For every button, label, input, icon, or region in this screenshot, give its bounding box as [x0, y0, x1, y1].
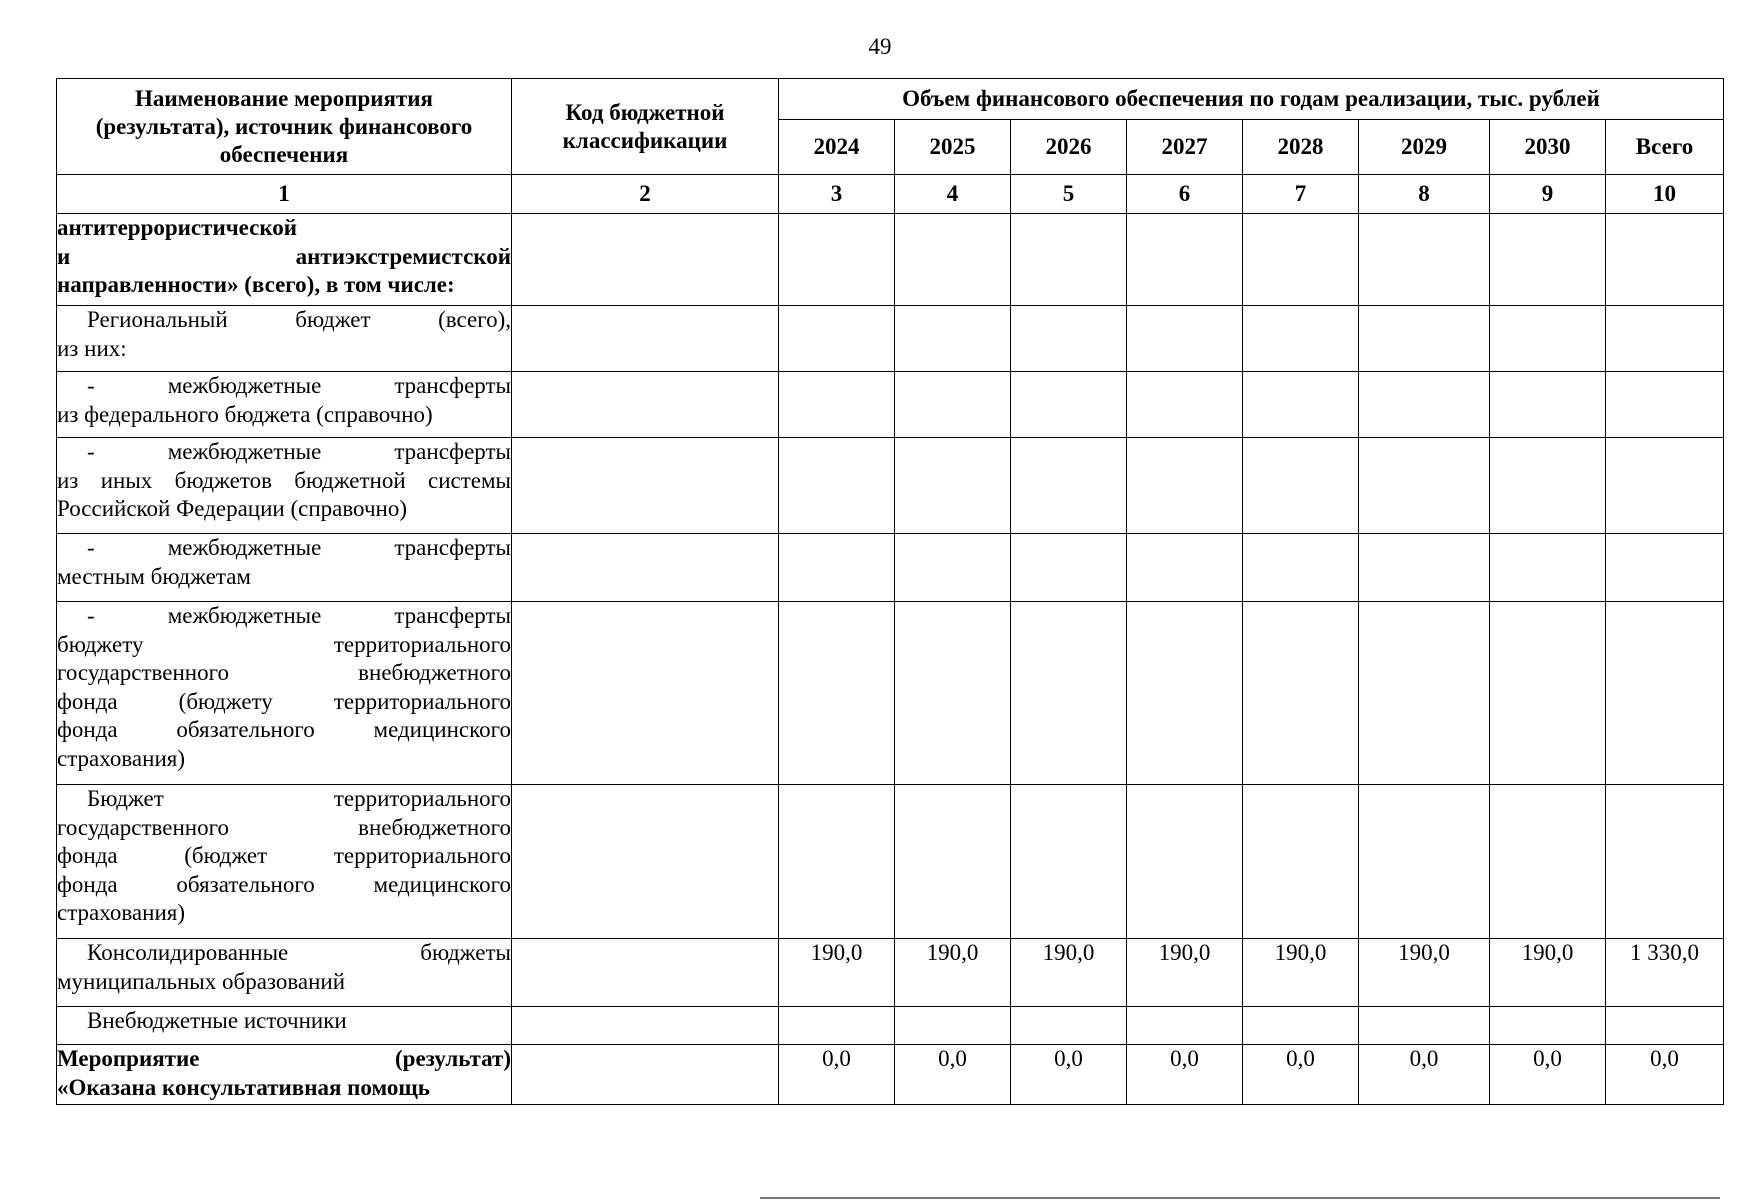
- year-value-cell: [1243, 306, 1359, 372]
- row-name-line: фонда обязательного медицинского: [57, 871, 511, 897]
- row-name-line: местным бюджетам: [57, 563, 251, 589]
- total-value-cell: [1606, 1007, 1724, 1045]
- row-name-line: из федерального бюджета (справочно): [57, 401, 433, 427]
- year-header: 2027: [1127, 120, 1243, 175]
- year-value-cell: [1490, 534, 1606, 602]
- year-value-cell: [1243, 372, 1359, 438]
- row-name-cell: [57, 534, 512, 602]
- year-header: 2025: [895, 120, 1011, 175]
- year-value-cell: 0,0: [1011, 1045, 1127, 1105]
- row-name-line: - межбюджетные трансферты: [87, 373, 511, 398]
- year-value-cell: [895, 1007, 1011, 1045]
- year-value-cell: [1243, 214, 1359, 306]
- year-value-cell: 0,0: [1359, 1045, 1490, 1105]
- row-name-line: антитеррористической: [57, 215, 298, 240]
- total-header: Всего: [1606, 120, 1724, 175]
- year-value-cell: 0,0: [779, 1045, 895, 1105]
- header-volume-cell: Объем финансового обеспечения по годам реализации, тыс. рублей: [779, 79, 1724, 120]
- column-number: 10: [1606, 175, 1724, 214]
- year-value-cell: [779, 214, 895, 306]
- year-value-cell: [1011, 602, 1127, 785]
- row-name-line: Региональный бюджет (всего),: [87, 307, 511, 332]
- column-number: 3: [779, 175, 895, 214]
- row-name-line: Консолидированные бюджеты: [87, 940, 511, 965]
- year-value-cell: [1011, 534, 1127, 602]
- year-value-cell: [1490, 372, 1606, 438]
- total-value-cell: [1606, 306, 1724, 372]
- year-value-cell: [1359, 214, 1490, 306]
- year-value-cell: [895, 785, 1011, 939]
- year-value-cell: 0,0: [895, 1045, 1011, 1105]
- row-name-line: Российской Федерации (справочно): [57, 496, 407, 521]
- row-name-line: государственного внебюджетного: [57, 814, 511, 840]
- total-value-cell: [1606, 438, 1724, 534]
- row-name-cell: [57, 1007, 512, 1045]
- year-value-cell: 190,0: [1490, 939, 1606, 1007]
- year-value-cell: [1490, 438, 1606, 534]
- row-name-cell: [57, 939, 512, 1007]
- year-value-cell: 0,0: [1127, 1045, 1243, 1105]
- row-name-line: - межбюджетные трансферты: [87, 603, 511, 628]
- column-number: 4: [895, 175, 1011, 214]
- year-value-cell: [1243, 534, 1359, 602]
- row-code-cell: [512, 438, 779, 534]
- year-value-cell: [779, 438, 895, 534]
- year-value-cell: [779, 1007, 895, 1045]
- column-number: 9: [1490, 175, 1606, 214]
- row-name-cell: [57, 1045, 512, 1105]
- year-value-cell: [1127, 602, 1243, 785]
- year-value-cell: [1127, 785, 1243, 939]
- year-header: 2030: [1490, 120, 1606, 175]
- row-name-line: «Оказана консультативная помощь: [57, 1074, 430, 1100]
- table-row: [57, 1007, 1724, 1045]
- total-value-cell: [1606, 602, 1724, 785]
- row-name-line: из иных бюджетов бюджетной системы: [57, 467, 511, 493]
- year-value-cell: [779, 785, 895, 939]
- row-name-line: Бюджет территориального: [87, 786, 511, 811]
- row-name-line: Внебюджетные источники: [87, 1008, 347, 1033]
- column-number: 6: [1127, 175, 1243, 214]
- year-value-cell: 190,0: [779, 939, 895, 1007]
- row-name-line: из них:: [57, 335, 127, 361]
- year-value-cell: 0,0: [1243, 1045, 1359, 1105]
- year-value-cell: [895, 534, 1011, 602]
- year-value-cell: [895, 602, 1011, 785]
- year-value-cell: [1011, 372, 1127, 438]
- year-value-cell: [779, 534, 895, 602]
- year-value-cell: [1243, 602, 1359, 785]
- row-name-line: государственного внебюджетного: [57, 660, 511, 685]
- total-value-cell: [1606, 214, 1724, 306]
- year-value-cell: [1243, 1007, 1359, 1045]
- row-code-cell: [512, 939, 779, 1007]
- year-header: 2024: [779, 120, 895, 175]
- header-row: [57, 79, 1724, 120]
- row-name-line: - межбюджетные трансферты: [87, 535, 511, 560]
- row-name-line: фонда обязательного медицинского: [57, 717, 511, 742]
- year-value-cell: [895, 372, 1011, 438]
- row-name-cell: [57, 306, 512, 372]
- row-code-cell: [512, 214, 779, 306]
- column-number: 2: [512, 175, 779, 214]
- table-row: [57, 1045, 1724, 1105]
- year-value-cell: [779, 372, 895, 438]
- row-code-cell: [512, 306, 779, 372]
- year-value-cell: [1490, 602, 1606, 785]
- row-name-line: направленности» (всего), в том числе:: [57, 272, 455, 297]
- year-value-cell: [1243, 785, 1359, 939]
- total-value-cell: [1606, 785, 1724, 939]
- year-value-cell: [1011, 785, 1127, 939]
- year-value-cell: [1127, 214, 1243, 306]
- year-value-cell: 190,0: [1359, 939, 1490, 1007]
- year-value-cell: [1359, 372, 1490, 438]
- year-header: 2029: [1359, 120, 1490, 175]
- column-number: 7: [1243, 175, 1359, 214]
- row-name-line: страхования): [57, 900, 185, 925]
- year-value-cell: [1490, 306, 1606, 372]
- year-value-cell: [1127, 438, 1243, 534]
- year-value-cell: [1127, 534, 1243, 602]
- column-number: 1: [57, 175, 512, 214]
- row-name-line: бюджету территориального: [57, 631, 511, 657]
- column-number: 8: [1359, 175, 1490, 214]
- year-value-cell: [1490, 1007, 1606, 1045]
- year-value-cell: [1490, 214, 1606, 306]
- year-value-cell: [1359, 534, 1490, 602]
- total-value-cell: 1 330,0: [1606, 939, 1724, 1007]
- row-name-line: муниципальных образований: [57, 968, 346, 994]
- column-numbers-row: [57, 175, 1724, 214]
- year-value-cell: 190,0: [1127, 939, 1243, 1007]
- row-name-cell: [57, 785, 512, 939]
- year-value-cell: [1011, 438, 1127, 534]
- year-header: 2026: [1011, 120, 1127, 175]
- row-code-cell: [512, 785, 779, 939]
- year-value-cell: [1359, 306, 1490, 372]
- year-value-cell: [1359, 438, 1490, 534]
- year-value-cell: [1011, 306, 1127, 372]
- table-row: [57, 306, 1724, 372]
- year-value-cell: [1243, 438, 1359, 534]
- year-value-cell: [1490, 785, 1606, 939]
- year-value-cell: [1359, 1007, 1490, 1045]
- year-value-cell: 190,0: [1011, 939, 1127, 1007]
- year-value-cell: [1127, 1007, 1243, 1045]
- table-row: [57, 785, 1724, 939]
- year-value-cell: [779, 306, 895, 372]
- year-value-cell: [779, 602, 895, 785]
- year-value-cell: [1011, 214, 1127, 306]
- financing-table: [56, 78, 1724, 1105]
- year-value-cell: 0,0: [1490, 1045, 1606, 1105]
- table-row: [57, 372, 1724, 438]
- year-value-cell: [895, 214, 1011, 306]
- row-code-cell: [512, 602, 779, 785]
- row-name-cell: [57, 214, 512, 306]
- total-value-cell: 0,0: [1606, 1045, 1724, 1105]
- year-header: 2028: [1243, 120, 1359, 175]
- row-code-cell: [512, 1007, 779, 1045]
- row-name-line: - межбюджетные трансферты: [87, 439, 511, 464]
- row-code-cell: [512, 1045, 779, 1105]
- table-body: [57, 214, 1724, 1105]
- row-name-line: фонда (бюджет территориального: [57, 843, 511, 868]
- total-value-cell: [1606, 534, 1724, 602]
- table-row: [57, 214, 1724, 306]
- table-row: [57, 939, 1724, 1007]
- row-name-line: и антиэкстремистской: [57, 243, 511, 269]
- row-name-cell: [57, 602, 512, 785]
- year-value-cell: [1127, 306, 1243, 372]
- row-name-line: фонда (бюджету территориального: [57, 688, 511, 714]
- row-name-cell: [57, 372, 512, 438]
- year-value-cell: [1359, 785, 1490, 939]
- table-row: [57, 534, 1724, 602]
- page-number: 49: [868, 34, 892, 59]
- table-row: [57, 602, 1724, 785]
- row-name-line: страхования): [57, 745, 185, 771]
- table-row: [57, 438, 1724, 534]
- year-value-cell: [1011, 1007, 1127, 1045]
- header-name-cell: Наименование мероприятия (результата), источник финансового обеспечения: [57, 79, 512, 175]
- header-code-cell: Код бюджетной классификации: [512, 79, 779, 175]
- bottom-divider: [760, 1197, 1720, 1199]
- row-name-cell: [57, 438, 512, 534]
- row-code-cell: [512, 372, 779, 438]
- column-number: 5: [1011, 175, 1127, 214]
- row-name-line: Мероприятие (результат): [57, 1046, 511, 1071]
- year-value-cell: [1127, 372, 1243, 438]
- year-value-cell: 190,0: [895, 939, 1011, 1007]
- year-value-cell: [1359, 602, 1490, 785]
- year-value-cell: [895, 438, 1011, 534]
- year-value-cell: [895, 306, 1011, 372]
- year-value-cell: 190,0: [1243, 939, 1359, 1007]
- row-code-cell: [512, 534, 779, 602]
- total-value-cell: [1606, 372, 1724, 438]
